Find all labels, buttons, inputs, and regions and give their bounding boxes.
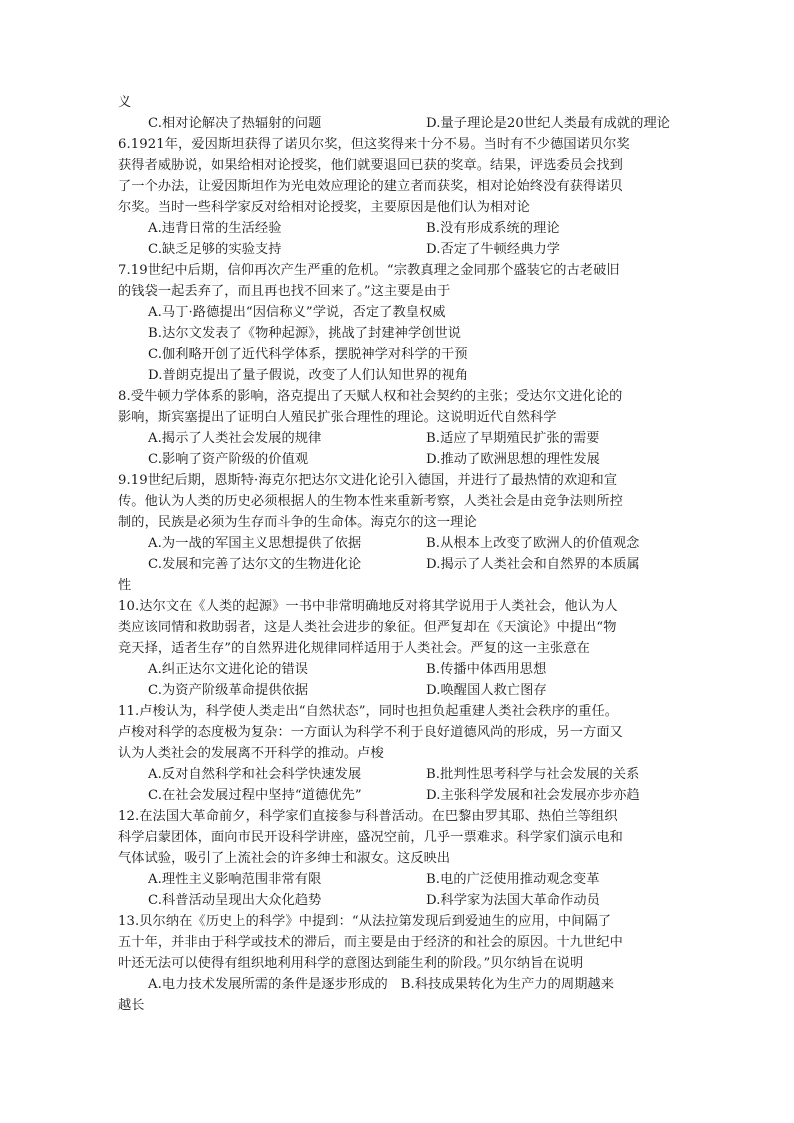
question-13-line: 叶还无法可以使得有组织地利用科学的意图达到能生利的阶段。”贝尔纳旨在说明	[118, 956, 584, 971]
question-7-line: 的钱袋一起丢弃了，而且再也找不回来了。”这主要是由于	[118, 284, 451, 299]
options-row	[118, 218, 678, 239]
question-12-line: 气体试验，吸引了上流社会的许多绅士和淑女。这反映出	[118, 851, 451, 866]
question-7-line: 7.19世纪中后期，信仰再次产生严重的危机。“宗教真理之金同那个盛装它的古老破旧	[118, 263, 620, 278]
question-11-line: 认为人类社会的发展离不开科学的推动。卢梭	[118, 746, 384, 761]
text-line: 性	[118, 578, 132, 593]
option-d: D.科学家为法国大革命作动员	[426, 893, 600, 908]
question-9-line: 9.19世纪后期，恩斯特·海克尔把达尔文进化论引入德国，并进行了最热情的欢迎和宣	[118, 473, 618, 488]
option-c: C.在社会发展过程中坚持“道德优先”	[148, 788, 362, 803]
question-11-line: 卢梭对科学的态度极为复杂：一方面认为科学不利于良好道德风尚的形成，另一方面又	[118, 725, 623, 740]
option-c: C.发展和完善了达尔文的生物进化论	[148, 557, 362, 572]
option-b: B.电的广泛使用推动观念变革	[426, 872, 600, 887]
option-d: D.推动了欧洲思想的理性发展	[426, 452, 600, 467]
question-6-line: 了一个办法，让爱因斯坦作为光电效应理论的建立者而获奖，相对论始终没有获得诺贝	[118, 179, 623, 194]
option-a: A.纠正达尔文进化论的错误	[148, 662, 309, 677]
option-b: B.从根本上改变了欧洲人的价值观念	[426, 536, 640, 551]
question-12-line: 科学启蒙团体，面向市民开设科学讲座，盛况空前，几乎一票难求。科学家们演示电和	[118, 830, 623, 845]
question-11-line: 11.卢梭认为，科学使人类走出“自然状态”，同时也担负起重建人类社会秩序的重任。	[118, 704, 619, 719]
options-row	[118, 680, 678, 701]
text-line: 义	[118, 95, 132, 110]
options-row	[118, 890, 678, 911]
question-10-line: 类应该同情和救助弱者，这是人类社会进步的象征。但严复却在《天演论》中提出“物	[118, 620, 617, 635]
options-row	[118, 659, 678, 680]
option-c: C.伽利略开创了近代科学体系，摆脱神学对科学的干预	[148, 347, 468, 362]
options-row	[118, 239, 678, 260]
question-13-line: 13.贝尔纳在《历史上的科学》中提到：“从法拉第发现后到爱迪生的应用，中间隔了	[118, 914, 612, 929]
option-c: C.相对论解决了热辐射的问题	[148, 116, 322, 131]
option-b: B.传播中体西用思想	[426, 662, 547, 677]
text-line: 越长	[118, 998, 145, 1013]
question-12-line: 12.在法国大革命前夕，科学家们直接参与科普活动。在巴黎由罗其耶、热伯兰等组织	[118, 809, 618, 824]
question-10-line: 竞天择，适者生存”的自然界进化规律同样适用于人类社会。严复的这一主张意在	[118, 641, 590, 656]
options-row	[118, 428, 678, 449]
option-d: D.普朗克提出了量子假说，改变了人们认知世界的视角	[148, 368, 469, 383]
option-a: A.理性主义影响范围非常有限	[148, 872, 322, 887]
question-13-line: 五十年，并非由于科学或技术的滞后，而主要是由于经济的和社会的原因。十九世纪中	[118, 935, 623, 950]
options-row	[118, 554, 678, 575]
option-a: A.违背日常的生活经验	[148, 221, 282, 236]
exam-page	[118, 92, 678, 1016]
options-row	[118, 785, 678, 806]
option-c: C.影响了资产阶级的价值观	[148, 452, 309, 467]
question-6-line: 尔奖。当时一些科学家反对给相对论授奖，主要原因是他们认为相对论	[118, 200, 530, 215]
question-8-line: 8.受牛顿力学体系的影响，洛克提出了天赋人权和社会契约的主张；受达尔文进化论的	[118, 389, 623, 404]
question-6-line: 获得者威胁说，如果给相对论授奖，他们就要退回已获的奖章。结果，评选委员会找到	[118, 158, 623, 173]
question-9-line: 传。他认为人类的历史必须根据人的生物本性来重新考察，人类社会是由竞争法则所控	[118, 494, 623, 509]
option-d: D.揭示了人类社会和自然界的本质属	[426, 557, 640, 572]
option-d: D.量子理论是20世纪人类最有成就的理论	[426, 116, 671, 131]
options-row	[118, 533, 678, 554]
option-c: C.为资产阶级革命提供依据	[148, 683, 309, 698]
option-a: A.为一战的军国主义思想提供了依据	[148, 536, 362, 551]
options-row	[118, 449, 678, 470]
option-c: C.缺乏足够的实验支持	[148, 242, 282, 257]
options-row	[118, 974, 678, 995]
question-9-line: 制的，民族是必须为生存而斗争的生命体。海克尔的这一理论	[118, 515, 477, 530]
option-b: B.达尔文发表了《物种起源》，挑战了封建神学创世说	[148, 326, 462, 341]
option-b: B.没有形成系统的理论	[426, 221, 560, 236]
option-c: C.科普活动呈现出大众化趋势	[148, 893, 322, 908]
question-10-line: 10.达尔文在《人类的起源》一书中非常明确地反对将其学说用于人类社会，他认为人	[118, 599, 618, 614]
option-b: B.批判性思考科学与社会发展的关系	[426, 767, 640, 782]
options-row	[118, 764, 678, 785]
option-b: B.科技成果转化为生产力的周期越来	[400, 977, 615, 992]
option-d: D.否定了牛顿经典力学	[426, 242, 561, 257]
options-row	[118, 113, 678, 134]
options-row	[118, 869, 678, 890]
option-d: D.唤醒国人救亡图存	[426, 683, 547, 698]
option-a: A.马丁·路德提出“因信称义”学说，否定了教皇权威	[148, 305, 446, 320]
question-6-line: 6.1921年，爱因斯坦获得了诺贝尔奖，但这奖得来十分不易。当时有不少德国诺贝尔奖	[118, 137, 630, 152]
option-a: A.电力技术发展所需的条件是逐步形成的	[148, 977, 388, 992]
option-a: A.反对自然科学和社会科学快速发展	[148, 767, 362, 782]
option-a: A.揭示了人类社会发展的规律	[148, 431, 322, 446]
option-b: B.适应了早期殖民扩张的需要	[426, 431, 600, 446]
question-8-line: 影响，斯宾塞提出了证明白人殖民扩张合理性的理论。这说明近代自然科学	[118, 410, 557, 425]
option-d: D.主张科学发展和社会发展亦步亦趋	[426, 788, 640, 803]
